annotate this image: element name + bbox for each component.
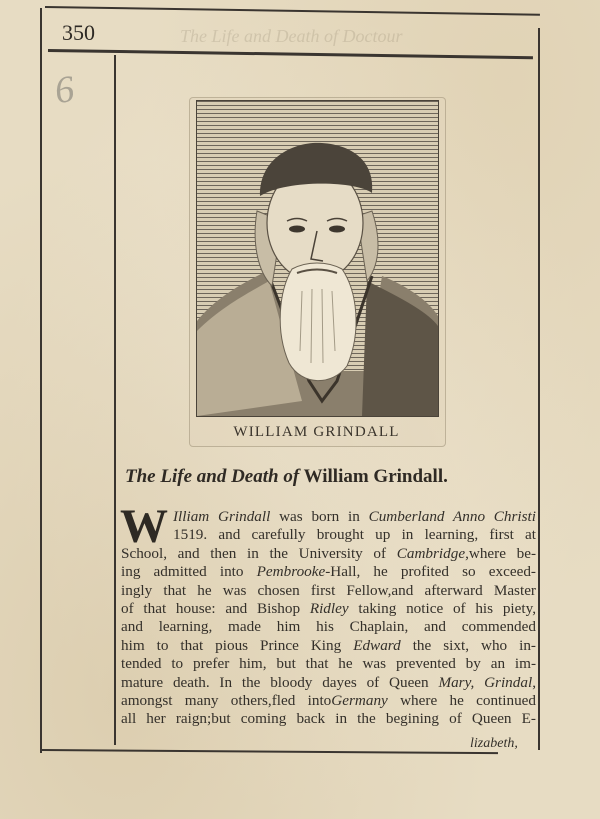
text-line: School, and then in the University of Cambridge,where be- (121, 544, 536, 562)
text-line: all her raign;but coming back in the begining of Queen E- (121, 710, 536, 728)
top-outer-rule (45, 6, 540, 16)
text-line: of that house: and Bishop Ridley taking notice of his piety, (121, 599, 536, 617)
text-line: tended to prefer him, but that he was prevented by an im- (121, 655, 536, 673)
text-line: Illiam Grindall was born in Cumberland Anno Christi (173, 508, 536, 525)
pencil-annotation: 6 (52, 67, 77, 113)
heading-name: William Grindall. (303, 466, 448, 487)
heading-prefix: The Life and Death of (125, 466, 300, 487)
text-line: amongst many others,fled intoGermany where he continued (121, 691, 537, 709)
biography-text (121, 508, 536, 729)
text-line: 1519. and carefully brought up in learning, first at (173, 526, 536, 544)
header-rule (48, 49, 533, 59)
chapter-heading (125, 466, 525, 488)
right-rule (538, 28, 540, 750)
portrait-figure-icon (197, 101, 438, 416)
inner-left-rule (114, 55, 116, 745)
text-line: him to that pious Prince King Edward the sixt, who in- (121, 636, 536, 654)
show-through-text: The Life and Death of Doctour (180, 26, 403, 46)
portrait-engraving (196, 100, 439, 417)
drop-cap: W (120, 500, 168, 553)
text-line: and learning, made him his Chaplain, and commended (121, 618, 536, 636)
text-line: mature death. In the bloody dayes of Queen Mary, Grindal, (121, 673, 536, 691)
text-line: ing admitted into Pembrooke-Hall, he profited so exceed- (121, 563, 536, 581)
portrait-caption: WILLIAM GRINDALL (233, 424, 400, 440)
catchword: lizabeth, (470, 736, 518, 751)
bottom-rule (42, 749, 498, 754)
page-number: 350 (62, 20, 95, 45)
outer-left-rule (40, 8, 42, 753)
text-line: ingly that he was chosen first Fellow,and afterward Master (121, 581, 536, 599)
